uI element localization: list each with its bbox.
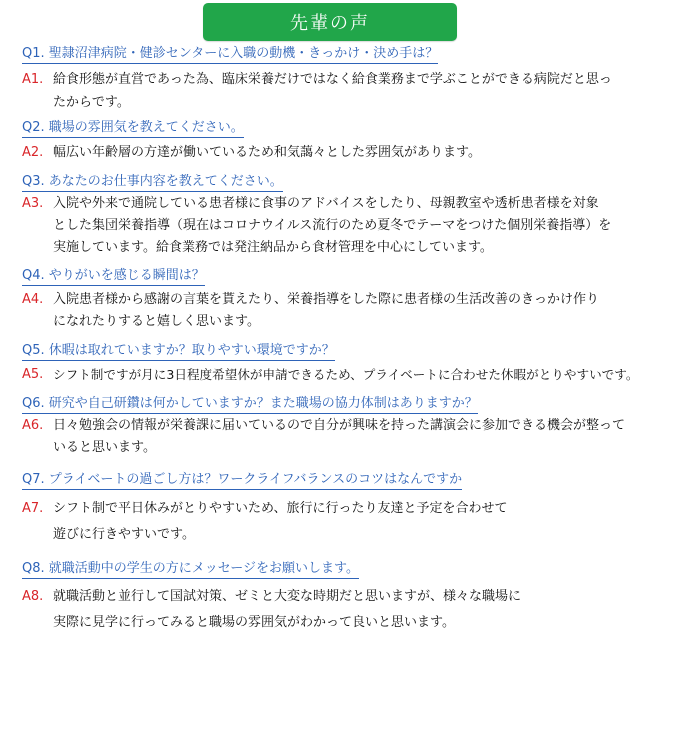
answer-text: 給食形態が直営であった為、臨床栄養だけではなく給食業務まで学ぶことができる病院だと思っ たからです。 (53, 72, 612, 110)
answer-label: A7. (22, 501, 44, 516)
page-title: 先輩の声 (290, 13, 370, 34)
answer-text: 入院や外来で通院している患者様に食事のアドバイスをしたり、母親教室や透析患者様を対象 とした集団栄養指導（現在はコロナウイルス流行のため夏冬でテーマをつけた個別栄養指導）を 実施しています。給食業務では発注納品から食材管理を中心にしています。 (53, 196, 612, 255)
answer-text: 日々勉強会の情報が栄養課に届いているので自分が興味を持った講演会に参加できる機会が整って いると思います。 (53, 418, 626, 455)
answer-text: 就職活動と並行して国試対策、ゼミと大変な時期だと思いますが、様々な職場に 実際に見学に行ってみると職場の雰囲気がわかって良いと思います。 (53, 589, 522, 630)
question-2: Q2. 職場の雰囲気を教えてください。 (22, 119, 244, 138)
answer-7 (22, 496, 507, 548)
answer-6 (22, 415, 625, 459)
answer-2 (22, 142, 481, 164)
answer-label: A1. (22, 72, 44, 87)
answer-1 (22, 68, 612, 114)
question-1: Q1. 聖隷沼津病院・健診センターに入職の動機・きっかけ・決め手は？ (22, 45, 438, 64)
answer-3 (22, 193, 611, 259)
answer-label: A6. (22, 418, 44, 433)
question-4: Q4. やりがいを感じる瞬間は？ (22, 267, 205, 286)
answer-label: A4. (22, 292, 44, 307)
answer-label: A5. (22, 367, 44, 382)
answer-8 (22, 584, 521, 636)
title-badge (203, 3, 457, 41)
answer-label: A8. (22, 589, 44, 604)
answer-5 (22, 364, 638, 386)
question-8: Q8. 就職活動中の学生の方にメッセージをお願いします。 (22, 560, 359, 579)
question-5: Q5. 休暇は取れていますか？取りやすい環境ですか？ (22, 342, 335, 361)
answer-text: シフト制で平日休みがとりやすいため、旅行に行ったり友達と予定を合わせて 遊びに行きやすいです。 (53, 501, 508, 542)
answer-text: シフト制ですが月に3日程度希望休が申請できるため、プライベートに合わせた休暇がとりやすいです。 (53, 367, 639, 382)
question-3: Q3. あなたのお仕事内容を教えてください。 (22, 173, 283, 192)
question-6: Q6. 研究や自己研鑽は何かしていますか？また職場の協力体制はありますか？ (22, 395, 478, 414)
answer-text: 入院患者様から感謝の言葉を貰えたり、栄養指導をした際に患者様の生活改善のきっかけ作り になれたりすると嬉しく思います。 (53, 292, 600, 329)
answer-text: 幅広い年齢層の方達が働いているため和気藹々とした雰囲気があります。 (53, 145, 481, 160)
answer-label: A2. (22, 145, 44, 160)
answer-4 (22, 289, 599, 333)
answer-label: A3. (22, 196, 44, 211)
question-7: Q7. プライベートの過ごし方は？ワークライフバランスのコツはなんですか (22, 471, 462, 490)
